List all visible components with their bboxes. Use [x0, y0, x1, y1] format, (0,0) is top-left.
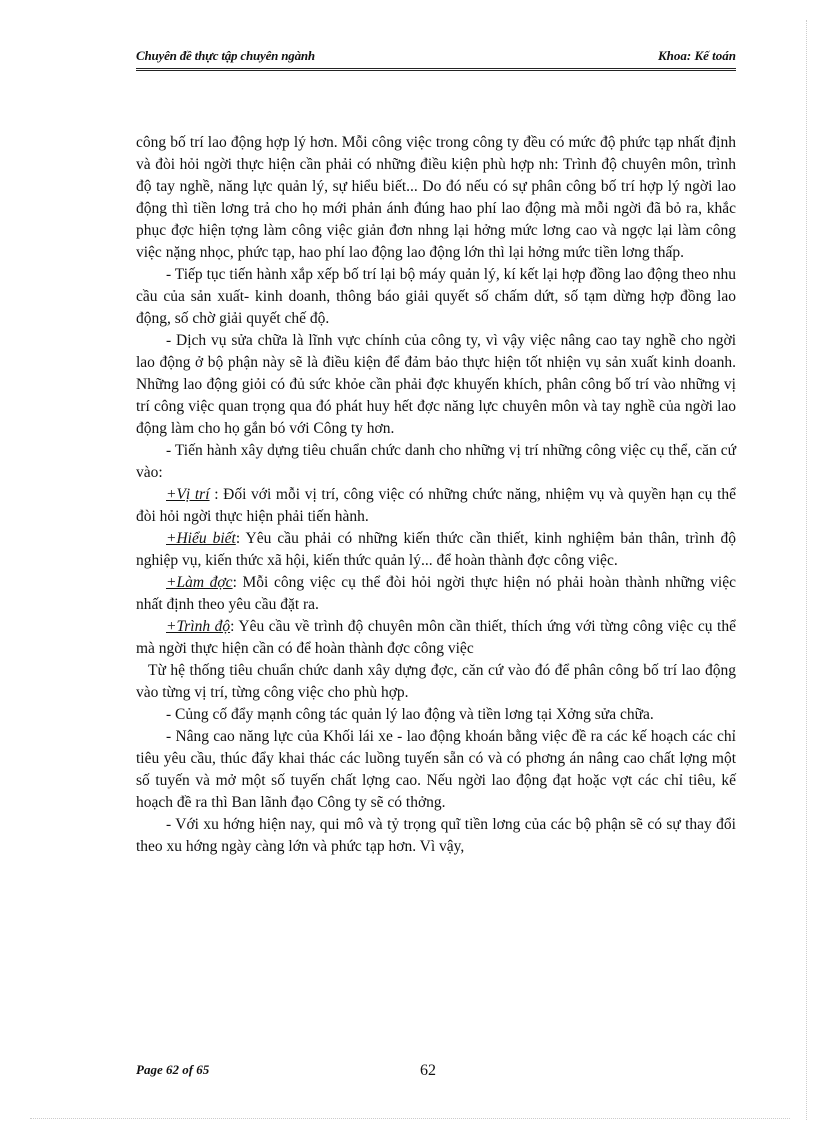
footer-page-label: Page 62 of 65 — [136, 1062, 210, 1077]
paragraph: công bố trí lao động hợp lý hơn. Mỗi công việc trong công ty đều có mức độ phức tạp nhất định và đòi hỏi ngời thực hiện cần phải có những điều kiện phù hợp nh: Trình độ chuyên môn, trình độ tay nghề, năng lực quản lý, sự hiểu biết... Do đó nếu có sự phân công bố trí hợp lý ngời lao động thì tiền lơng trả cho họ mới phản ánh đúng hao phí lao động mà mỗi ngời đã bỏ ra, khắc phục đợc hiện tợng làm công việc giản đơn nhng lại hởng mức lơng cao và ngợc lại làm công việc nặng nhọc, phức tạp, hao phí lao động lao động lớn thì lại hởng mức tiền lơng thấp. — [136, 134, 736, 261]
criterion-label: +Làm đợc — [166, 574, 233, 591]
right-dotted-border — [806, 20, 807, 1120]
header-rule — [136, 68, 736, 71]
paragraph: - Tiếp tục tiến hành xắp xếp bố trí lại bộ máy quản lý, kí kết lại hợp đồng lao động theo nhu cầu của sản xuất- kinh doanh, thông báo giải quyết số chấm dứt, số tạm dừng hợp đồng lao động, số chờ giải quyết chế độ. — [136, 266, 736, 327]
paragraph: - Dịch vụ sửa chữa là lĩnh vực chính của công ty, vì vậy việc nâng cao tay nghề cho ngời lao động ở bộ phận này sẽ là điều kiện để đảm bảo thực hiện tốt nhiện vụ sản xuất kinh doanh. Những lao động giỏi có đủ sức khỏe cần phải đợc khuyến khích, phân công bố trí vào những vị trí công việc quan trọng qua đó phát huy hết đợc năng lực chuyên môn và tay nghề của ngời lao động làm cho họ gắn bó với Công ty hơn. — [136, 332, 736, 437]
criterion-item — [136, 528, 736, 572]
criterion-text: : Đối với mỗi vị trí, công việc có những chức năng, nhiệm vụ và quyền hạn cụ thể đòi hỏi ngời thực hiện phải tiến hành. — [136, 486, 737, 525]
page-header — [136, 48, 736, 70]
criterion-text: : Mỗi công việc cụ thể đòi hỏi ngời thực hiện nó phải hoàn thành những việc nhất định theo yêu cầu đặt ra. — [136, 574, 736, 613]
paragraph: - Với xu hớng hiện nay, qui mô và tỷ trọng quĩ tiền lơng của các bộ phận sẽ có sự thay đổi theo xu hớng ngày càng lớn và phức tạp hơn. Vì vậy, — [136, 816, 736, 855]
document-body — [136, 132, 736, 858]
bottom-dotted-border — [30, 1118, 790, 1119]
criterion-text: : Yêu cầu phải có những kiến thức cần thiết, kinh nghiệm bản thân, trình độ nghiệp vụ, kiến thức xã hội, kiến thức quản lý... để hoàn thành đợc công việc. — [136, 530, 736, 569]
criterion-label: +Hiểu biết — [166, 530, 236, 547]
header-title: Chuyên đề thực tập chuyên ngành — [136, 48, 315, 63]
footer-page-number: 62 — [420, 1062, 436, 1079]
criterion-text: : Yêu cầu về trình độ chuyên môn cần thiết, thích ứng với từng công việc cụ thể mà ngời thực hiện cần có để hoàn thành đợc công việc — [136, 618, 736, 657]
criterion-label: +Vị trí — [166, 486, 210, 503]
paragraph: - Nâng cao năng lực của Khối lái xe - lao động khoán bằng việc đề ra các kế hoạch các chỉ tiêu yêu cầu, thúc đẩy khai thác các luồng tuyến sẵn có và có phơng án nâng cao chất lợng một số tuyến và mở một số tuyến chất lợng cao. Nếu ngời lao động đạt hoặc vợt các chỉ tiêu, kế hoạch đề ra thì Ban lãnh đạo Công ty sẽ có thởng. — [136, 728, 736, 811]
criterion-item — [136, 572, 736, 616]
paragraph: - Củng cố đẩy mạnh công tác quản lý lao động và tiền lơng tại Xởng sửa chữa. — [166, 706, 654, 723]
paragraph: - Tiến hành xây dựng tiêu chuẩn chức danh cho những vị trí những công việc cụ thể, căn cứ vào: — [136, 442, 736, 481]
header-department: Khoa: Kế toán — [657, 48, 736, 63]
criterion-item — [136, 484, 736, 528]
paragraph: Từ hệ thống tiêu chuẩn chức danh xây dựng đợc, căn cứ vào đó để phân công bố trí lao động vào từng vị trí, từng công việc cho phù hợp. — [136, 662, 736, 701]
criterion-label: +Trình độ — [166, 618, 231, 635]
criterion-item — [136, 616, 736, 660]
